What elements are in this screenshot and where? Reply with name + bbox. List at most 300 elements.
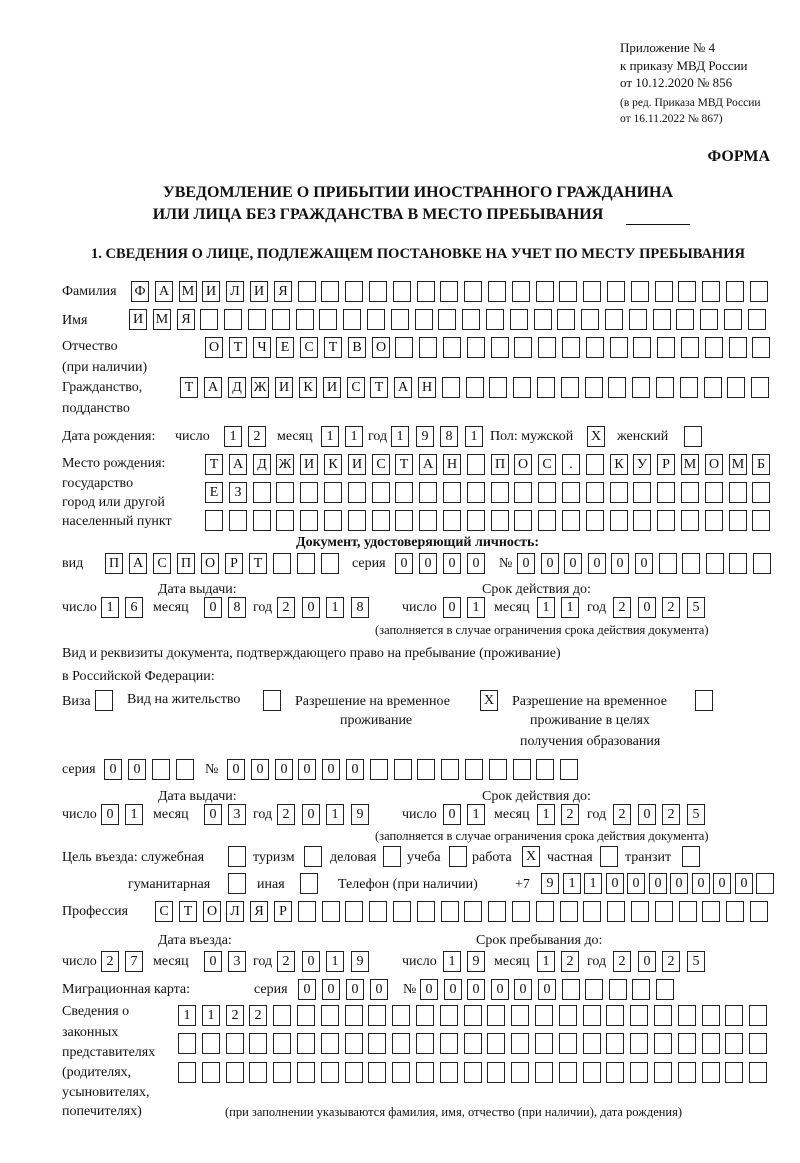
entry-month-cell[interactable]: 0 [204,951,222,972]
legal-line1-cell[interactable] [630,1005,648,1026]
legal-line1-cell[interactable]: 2 [249,1005,267,1026]
name-cell[interactable] [676,309,694,330]
right-valid-year-cell[interactable]: 2 [613,804,631,825]
patronymic-cell[interactable] [419,337,437,358]
patronymic-cell[interactable] [681,337,699,358]
name-cell[interactable] [415,309,433,330]
patronymic-cell[interactable]: Ч [253,337,271,358]
doc-number-cell[interactable] [682,553,700,574]
right-valid-month-cell[interactable]: 2 [561,804,579,825]
bp-line3-cell[interactable] [443,510,461,531]
stay-year-cell[interactable]: 0 [638,951,656,972]
bp-line2-cell[interactable] [467,482,485,503]
bp-line1-cell[interactable]: Т [205,454,223,475]
right-number-cell[interactable] [560,759,578,780]
entry-year-cell[interactable]: 9 [351,951,369,972]
bp-line2-cell[interactable] [324,482,342,503]
right-issue-month-cell[interactable]: 0 [204,804,222,825]
legal-line2-cell[interactable] [630,1033,648,1054]
patronymic-cell[interactable] [538,337,556,358]
profession-cell[interactable] [536,901,554,922]
dob-day-cell[interactable]: 2 [248,426,266,447]
legal-line3-cell[interactable] [606,1062,624,1083]
surname-cell[interactable]: М [179,281,197,302]
legal-line2-cell[interactable] [464,1033,482,1054]
right-issue-day-cell[interactable]: 1 [125,804,143,825]
legal-line3-cell[interactable] [535,1062,553,1083]
bp-line3-cell[interactable] [752,510,770,531]
legal-line2-cell[interactable] [392,1033,410,1054]
doc-valid-year-cell[interactable]: 5 [687,597,705,618]
bp-line1-cell[interactable]: И [348,454,366,475]
profession-cell[interactable] [441,901,459,922]
legal-line3-cell[interactable] [487,1062,505,1083]
legal-line1-cell[interactable] [725,1005,743,1026]
legal-line2-cell[interactable] [583,1033,601,1054]
bp-line2-cell[interactable] [276,482,294,503]
mc-number-cell[interactable] [632,979,650,1000]
right-number-cell[interactable] [465,759,483,780]
profession-cell[interactable]: О [203,901,221,922]
legal-line3-cell[interactable] [297,1062,315,1083]
doc-series-cell[interactable]: 0 [443,553,461,574]
entry-day-cell[interactable]: 7 [125,951,143,972]
profession-cell[interactable] [583,901,601,922]
legal-line1-cell[interactable] [678,1005,696,1026]
bp-line1-cell[interactable]: О [705,454,723,475]
dob-year-cell[interactable]: 1 [465,426,483,447]
profession-cell[interactable] [393,901,411,922]
legal-line2-cell[interactable] [226,1033,244,1054]
right-number-cell[interactable] [370,759,388,780]
bp-line1-cell[interactable] [586,454,604,475]
bp-line3-cell[interactable] [729,510,747,531]
bp-line3-cell[interactable] [514,510,532,531]
bp-line3-cell[interactable] [348,510,366,531]
bp-line1-cell[interactable]: М [681,454,699,475]
doc-valid-year-cell[interactable]: 2 [662,597,680,618]
bp-line2-cell[interactable]: Е [205,482,223,503]
checkbox-residence[interactable] [263,690,281,711]
mc-number-cell[interactable] [609,979,627,1000]
citizenship-cell[interactable] [442,377,460,398]
bp-line2-cell[interactable] [419,482,437,503]
surname-cell[interactable] [298,281,316,302]
right-number-cell[interactable]: 0 [322,759,340,780]
legal-line2-cell[interactable] [178,1033,196,1054]
phone-cell[interactable]: 0 [670,873,688,894]
citizenship-cell[interactable]: Ж [251,377,269,398]
surname-cell[interactable] [536,281,554,302]
patronymic-cell[interactable]: С [300,337,318,358]
legal-line3-cell[interactable] [368,1062,386,1083]
surname-cell[interactable] [488,281,506,302]
mc-number-cell[interactable]: 0 [467,979,485,1000]
mc-number-cell[interactable]: 0 [514,979,532,1000]
surname-cell[interactable] [321,281,339,302]
bp-line3-cell[interactable] [300,510,318,531]
bp-line2-cell[interactable] [538,482,556,503]
doc-kind-cell[interactable]: А [129,553,147,574]
checkbox-sex-male[interactable]: X [587,426,605,447]
legal-line1-cell[interactable]: 2 [226,1005,244,1026]
surname-cell[interactable]: И [250,281,268,302]
bp-line3-cell[interactable] [633,510,651,531]
phone-cell[interactable]: 9 [541,873,559,894]
surname-cell[interactable] [512,281,530,302]
citizenship-cell[interactable]: Д [228,377,246,398]
doc-kind-cell[interactable]: П [177,553,195,574]
legal-line3-cell[interactable] [559,1062,577,1083]
bp-line1-cell[interactable]: Д [253,454,271,475]
bp-line1-cell[interactable]: М [729,454,747,475]
citizenship-cell[interactable]: Т [370,377,388,398]
profession-cell[interactable] [512,901,530,922]
patronymic-cell[interactable] [633,337,651,358]
bp-line3-cell[interactable] [276,510,294,531]
patronymic-cell[interactable] [729,337,747,358]
patronymic-cell[interactable] [443,337,461,358]
bp-line1-cell[interactable]: У [633,454,651,475]
legal-line3-cell[interactable] [583,1062,601,1083]
bp-line2-cell[interactable] [752,482,770,503]
name-cell[interactable] [462,309,480,330]
name-cell[interactable] [557,309,575,330]
legal-line1-cell[interactable]: 1 [178,1005,196,1026]
bp-line2-cell[interactable] [514,482,532,503]
surname-cell[interactable] [750,281,768,302]
patronymic-cell[interactable] [467,337,485,358]
patronymic-cell[interactable]: Т [229,337,247,358]
patronymic-cell[interactable]: В [348,337,366,358]
checkbox-purpose-private[interactable] [600,846,618,867]
legal-line1-cell[interactable] [273,1005,291,1026]
dob-year-cell[interactable]: 9 [416,426,434,447]
profession-cell[interactable] [631,901,649,922]
mc-series-cell[interactable]: 0 [322,979,340,1000]
right-series-cell[interactable]: 0 [104,759,122,780]
patronymic-cell[interactable] [586,337,604,358]
profession-cell[interactable] [560,901,578,922]
right-issue-year-cell[interactable]: 2 [277,804,295,825]
bp-line2-cell[interactable] [300,482,318,503]
citizenship-cell[interactable] [513,377,531,398]
bp-line2-cell[interactable] [729,482,747,503]
doc-number-cell[interactable] [729,553,747,574]
doc-issue-year-cell[interactable]: 1 [326,597,344,618]
doc-series-cell[interactable]: 0 [467,553,485,574]
patronymic-cell[interactable] [705,337,723,358]
doc-valid-month-cell[interactable]: 1 [537,597,555,618]
bp-line2-cell[interactable] [633,482,651,503]
bp-line1-cell[interactable] [467,454,485,475]
profession-cell[interactable]: Л [226,901,244,922]
surname-cell[interactable] [583,281,601,302]
entry-month-cell[interactable]: 3 [228,951,246,972]
bp-line2-cell[interactable] [253,482,271,503]
legal-line2-cell[interactable] [606,1033,624,1054]
mc-number-cell[interactable]: 0 [420,979,438,1000]
doc-issue-month-cell[interactable]: 0 [204,597,222,618]
stay-month-cell[interactable]: 2 [561,951,579,972]
doc-number-cell[interactable]: 0 [564,553,582,574]
doc-number-cell[interactable]: 0 [588,553,606,574]
profession-cell[interactable] [607,901,625,922]
doc-issue-month-cell[interactable]: 8 [228,597,246,618]
surname-cell[interactable]: А [155,281,173,302]
bp-line3-cell[interactable] [657,510,675,531]
citizenship-cell[interactable] [537,377,555,398]
surname-cell[interactable]: Ф [131,281,149,302]
right-issue-year-cell[interactable]: 0 [302,804,320,825]
profession-cell[interactable]: Я [250,901,268,922]
legal-line2-cell[interactable] [202,1033,220,1054]
name-cell[interactable] [605,309,623,330]
legal-line1-cell[interactable] [583,1005,601,1026]
right-series-cell[interactable] [152,759,170,780]
legal-line3-cell[interactable] [440,1062,458,1083]
profession-cell[interactable] [369,901,387,922]
right-number-cell[interactable]: 0 [251,759,269,780]
doc-number-cell[interactable] [706,553,724,574]
doc-issue-day-cell[interactable]: 6 [125,597,143,618]
legal-line1-cell[interactable] [464,1005,482,1026]
legal-line2-cell[interactable] [559,1033,577,1054]
bp-line2-cell[interactable] [348,482,366,503]
right-issue-month-cell[interactable]: 3 [228,804,246,825]
bp-line3-cell[interactable] [467,510,485,531]
doc-series-cell[interactable]: 0 [395,553,413,574]
stay-year-cell[interactable]: 2 [613,951,631,972]
citizenship-cell[interactable]: К [299,377,317,398]
dob-month-cell[interactable]: 1 [345,426,363,447]
citizenship-cell[interactable] [585,377,603,398]
citizenship-cell[interactable] [466,377,484,398]
legal-line1-cell[interactable] [392,1005,410,1026]
legal-line1-cell[interactable] [535,1005,553,1026]
name-cell[interactable] [224,309,242,330]
stay-day-cell[interactable]: 9 [467,951,485,972]
bp-line1-cell[interactable]: О [514,454,532,475]
checkbox-purpose-business[interactable] [383,846,401,867]
profession-cell[interactable] [417,901,435,922]
checkbox-purpose-transit[interactable] [682,846,700,867]
bp-line3-cell[interactable] [538,510,556,531]
checkbox-visa[interactable] [95,690,113,711]
surname-cell[interactable] [393,281,411,302]
bp-line3-cell[interactable] [681,510,699,531]
doc-series-cell[interactable]: 0 [419,553,437,574]
profession-cell[interactable] [679,901,697,922]
legal-line2-cell[interactable] [321,1033,339,1054]
legal-line1-cell[interactable] [368,1005,386,1026]
legal-line2-cell[interactable] [273,1033,291,1054]
legal-line3-cell[interactable] [321,1062,339,1083]
right-number-cell[interactable] [441,759,459,780]
citizenship-cell[interactable]: А [394,377,412,398]
checkbox-purpose-other[interactable] [300,873,318,894]
citizenship-cell[interactable] [704,377,722,398]
bp-line2-cell[interactable] [491,482,509,503]
bp-line1-cell[interactable]: Б [752,454,770,475]
legal-line1-cell[interactable] [654,1005,672,1026]
doc-number-cell[interactable]: 0 [611,553,629,574]
bp-line3-cell[interactable] [324,510,342,531]
legal-line2-cell[interactable] [440,1033,458,1054]
legal-line3-cell[interactable] [392,1062,410,1083]
legal-line2-cell[interactable] [487,1033,505,1054]
bp-line2-cell[interactable] [586,482,604,503]
checkbox-purpose-humanitarian[interactable] [228,873,246,894]
name-cell[interactable] [200,309,218,330]
patronymic-cell[interactable] [491,337,509,358]
doc-kind-cell[interactable]: Т [249,553,267,574]
stay-day-cell[interactable]: 1 [443,951,461,972]
doc-valid-year-cell[interactable]: 2 [613,597,631,618]
citizenship-cell[interactable] [489,377,507,398]
legal-line3-cell[interactable] [702,1062,720,1083]
surname-cell[interactable] [464,281,482,302]
citizenship-cell[interactable]: И [323,377,341,398]
bp-line2-cell[interactable] [657,482,675,503]
stay-year-cell[interactable]: 5 [687,951,705,972]
right-valid-day-cell[interactable]: 0 [443,804,461,825]
patronymic-cell[interactable]: О [372,337,390,358]
phone-cell[interactable]: 0 [627,873,645,894]
dob-year-cell[interactable]: 1 [391,426,409,447]
legal-line1-cell[interactable] [416,1005,434,1026]
citizenship-cell[interactable]: А [204,377,222,398]
name-cell[interactable] [653,309,671,330]
doc-issue-year-cell[interactable]: 8 [351,597,369,618]
bp-line2-cell[interactable] [705,482,723,503]
mc-series-cell[interactable]: 0 [346,979,364,1000]
legal-line3-cell[interactable] [464,1062,482,1083]
legal-line3-cell[interactable] [273,1062,291,1083]
surname-cell[interactable] [369,281,387,302]
right-valid-day-cell[interactable]: 1 [467,804,485,825]
legal-line2-cell[interactable] [725,1033,743,1054]
entry-day-cell[interactable]: 2 [101,951,119,972]
stay-year-cell[interactable]: 2 [662,951,680,972]
phone-cell[interactable]: 0 [692,873,710,894]
doc-number-cell[interactable] [659,553,677,574]
legal-line1-cell[interactable] [606,1005,624,1026]
doc-issue-year-cell[interactable]: 0 [302,597,320,618]
citizenship-cell[interactable] [727,377,745,398]
citizenship-cell[interactable] [751,377,769,398]
right-number-cell[interactable] [417,759,435,780]
surname-cell[interactable] [607,281,625,302]
citizenship-cell[interactable] [561,377,579,398]
right-valid-year-cell[interactable]: 0 [638,804,656,825]
surname-cell[interactable] [726,281,744,302]
right-issue-year-cell[interactable]: 1 [326,804,344,825]
surname-cell[interactable] [345,281,363,302]
profession-cell[interactable] [322,901,340,922]
patronymic-cell[interactable] [395,337,413,358]
entry-year-cell[interactable]: 0 [302,951,320,972]
citizenship-cell[interactable] [656,377,674,398]
checkbox-trp[interactable]: X [480,690,498,711]
legal-line2-cell[interactable] [535,1033,553,1054]
legal-line3-cell[interactable] [226,1062,244,1083]
doc-number-cell[interactable] [753,553,771,574]
legal-line1-cell[interactable] [702,1005,720,1026]
doc-number-cell[interactable]: 0 [635,553,653,574]
mc-number-cell[interactable] [585,979,603,1000]
legal-line1-cell[interactable] [321,1005,339,1026]
bp-line1-cell[interactable]: П [491,454,509,475]
phone-cell[interactable]: 0 [735,873,753,894]
checkbox-purpose-study[interactable] [449,846,467,867]
doc-number-cell[interactable]: 0 [517,553,535,574]
legal-line2-cell[interactable] [511,1033,529,1054]
citizenship-cell[interactable]: Н [418,377,436,398]
right-number-cell[interactable] [394,759,412,780]
bp-line3-cell[interactable] [562,510,580,531]
mc-series-cell[interactable]: 0 [298,979,316,1000]
right-number-cell[interactable]: 0 [275,759,293,780]
legal-line1-cell[interactable] [487,1005,505,1026]
legal-line2-cell[interactable] [702,1033,720,1054]
right-number-cell[interactable] [513,759,531,780]
doc-valid-day-cell[interactable]: 1 [467,597,485,618]
legal-line3-cell[interactable] [345,1062,363,1083]
citizenship-cell[interactable]: С [347,377,365,398]
name-cell[interactable] [248,309,266,330]
legal-line2-cell[interactable] [678,1033,696,1054]
profession-cell[interactable] [726,901,744,922]
bp-line1-cell[interactable]: А [229,454,247,475]
bp-line3-cell[interactable] [705,510,723,531]
bp-line1-cell[interactable]: С [372,454,390,475]
legal-line3-cell[interactable] [678,1062,696,1083]
bp-line3-cell[interactable] [205,510,223,531]
citizenship-cell[interactable]: И [275,377,293,398]
legal-line2-cell[interactable] [368,1033,386,1054]
profession-cell[interactable]: Т [179,901,197,922]
bp-line3-cell[interactable] [372,510,390,531]
profession-cell[interactable] [488,901,506,922]
doc-kind-cell[interactable] [321,553,339,574]
bp-line3-cell[interactable] [419,510,437,531]
citizenship-cell[interactable] [632,377,650,398]
name-cell[interactable] [486,309,504,330]
profession-cell[interactable] [464,901,482,922]
name-cell[interactable] [700,309,718,330]
right-series-cell[interactable]: 0 [128,759,146,780]
right-issue-day-cell[interactable]: 0 [101,804,119,825]
bp-line2-cell[interactable]: З [229,482,247,503]
name-cell[interactable] [629,309,647,330]
name-cell[interactable] [748,309,766,330]
bp-line1-cell[interactable]: С [538,454,556,475]
dob-month-cell[interactable]: 1 [321,426,339,447]
legal-line2-cell[interactable] [249,1033,267,1054]
mc-number-cell[interactable]: 0 [538,979,556,1000]
checkbox-purpose-official[interactable] [228,846,246,867]
checkbox-purpose-tourism[interactable] [304,846,322,867]
mc-number-cell[interactable]: 0 [491,979,509,1000]
surname-cell[interactable] [631,281,649,302]
name-cell[interactable] [534,309,552,330]
right-valid-year-cell[interactable]: 5 [687,804,705,825]
right-number-cell[interactable]: 0 [227,759,245,780]
name-cell[interactable]: М [153,309,171,330]
surname-cell[interactable] [655,281,673,302]
legal-line2-cell[interactable] [749,1033,767,1054]
